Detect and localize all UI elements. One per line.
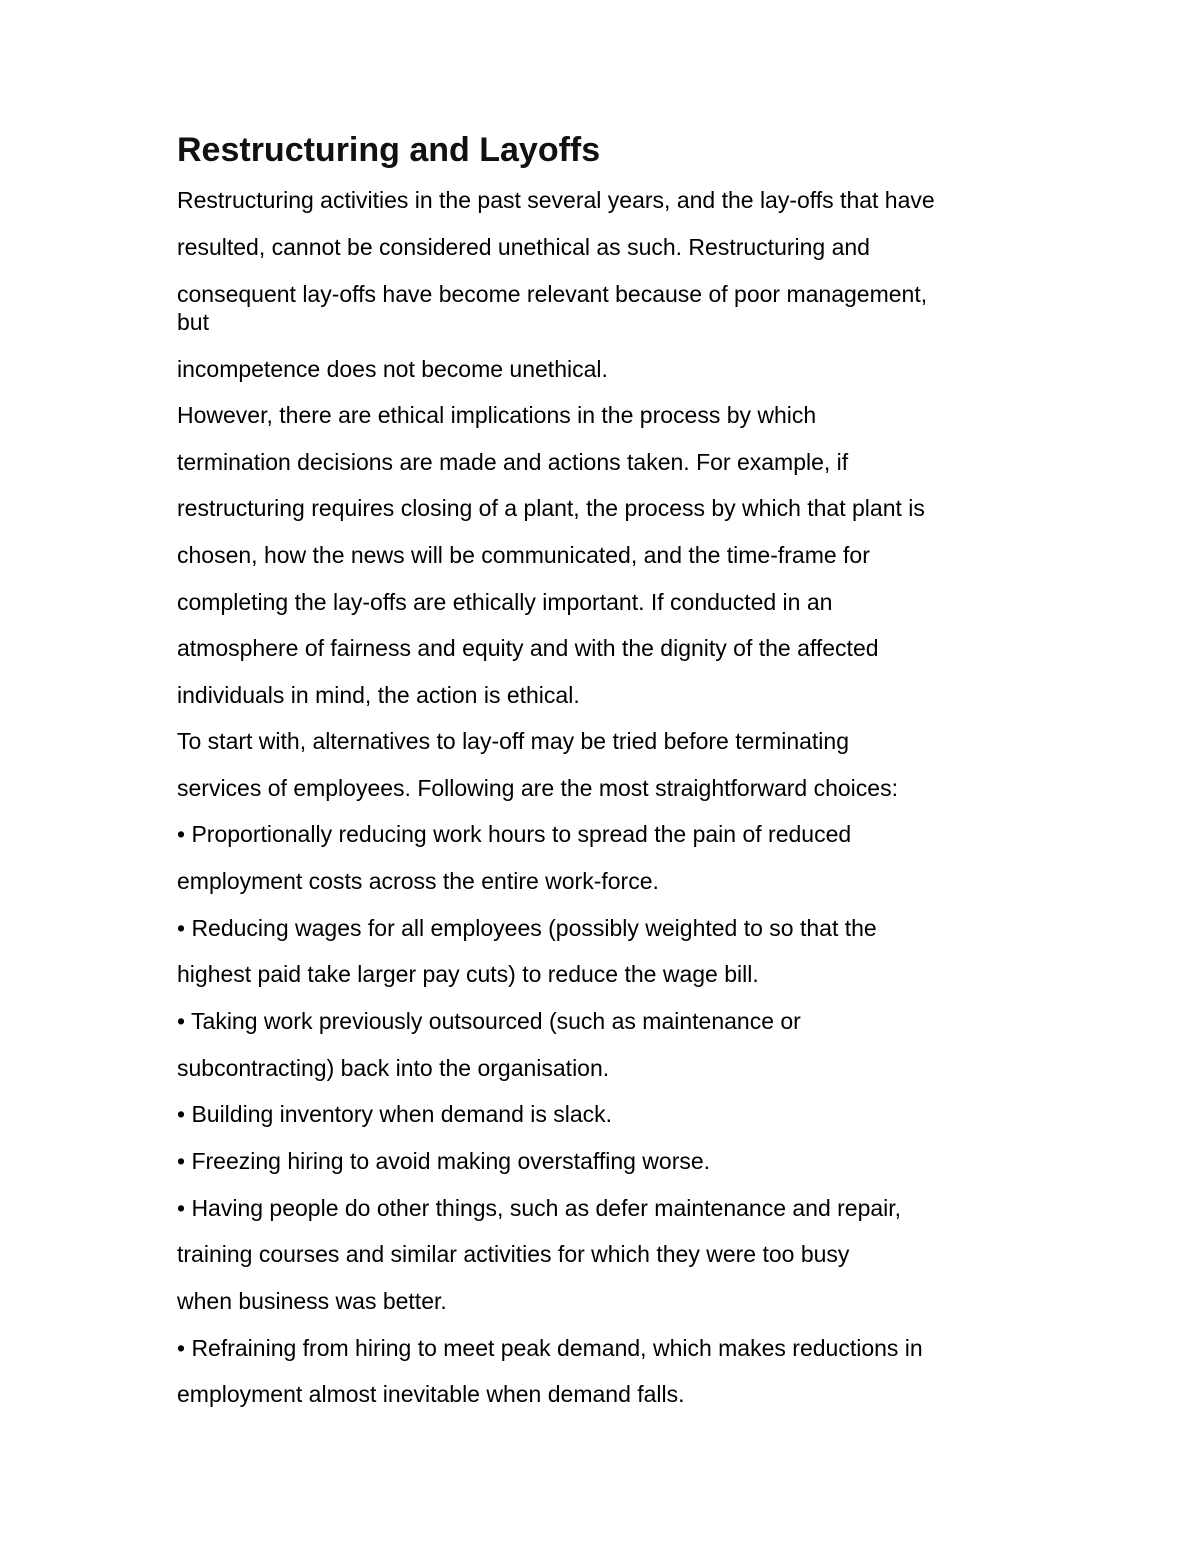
text-line: restructuring requires closing of a plant, the process by which that plant is	[177, 495, 925, 521]
text-line: highest paid take larger pay cuts) to reduce the wage bill.	[177, 961, 759, 987]
bullet-line: • Freezing hiring to avoid making overstaffing worse.	[177, 1148, 711, 1174]
page-title: Restructuring and Layoffs	[177, 131, 601, 169]
text-line: However, there are ethical implications in the process by which	[177, 402, 817, 428]
text-line: termination decisions are made and actions taken. For example, if	[177, 449, 849, 475]
bullet-line: • Having people do other things, such as defer maintenance and repair,	[177, 1195, 902, 1221]
text-line: To start with, alternatives to lay-off may be tried before terminating	[177, 728, 849, 754]
bullet-line: • Reducing wages for all employees (possibly weighted to so that the	[177, 915, 877, 941]
text-line: completing the lay-offs are ethically important. If conducted in an	[177, 589, 833, 615]
text-line: consequent lay-offs have become relevant because of poor management,	[177, 281, 928, 307]
text-line: services of employees. Following are the most straightforward choices:	[177, 775, 898, 801]
text-line: but	[177, 309, 209, 335]
text-line: subcontracting) back into the organisation.	[177, 1055, 610, 1081]
text-line: employment almost inevitable when demand falls.	[177, 1381, 685, 1407]
text-line: training courses and similar activities for which they were too busy	[177, 1241, 850, 1267]
text-line: employment costs across the entire work-force.	[177, 868, 659, 894]
bullet-line: • Proportionally reducing work hours to spread the pain of reduced	[177, 821, 852, 847]
text-line: chosen, how the news will be communicated, and the time-frame for	[177, 542, 870, 568]
bullet-line: • Refraining from hiring to meet peak demand, which makes reductions in	[177, 1335, 923, 1361]
text-line: incompetence does not become unethical.	[177, 356, 608, 382]
text-line: Restructuring activities in the past several years, and the lay-offs that have	[177, 187, 935, 213]
text-line: when business was better.	[177, 1288, 447, 1314]
bullet-line: • Building inventory when demand is slack.	[177, 1101, 613, 1127]
text-line: resulted, cannot be considered unethical as such. Restructuring and	[177, 234, 870, 260]
bullet-line: • Taking work previously outsourced (such as maintenance or	[177, 1008, 801, 1034]
text-line: individuals in mind, the action is ethical.	[177, 682, 580, 708]
text-line: atmosphere of fairness and equity and with the dignity of the affected	[177, 635, 879, 661]
